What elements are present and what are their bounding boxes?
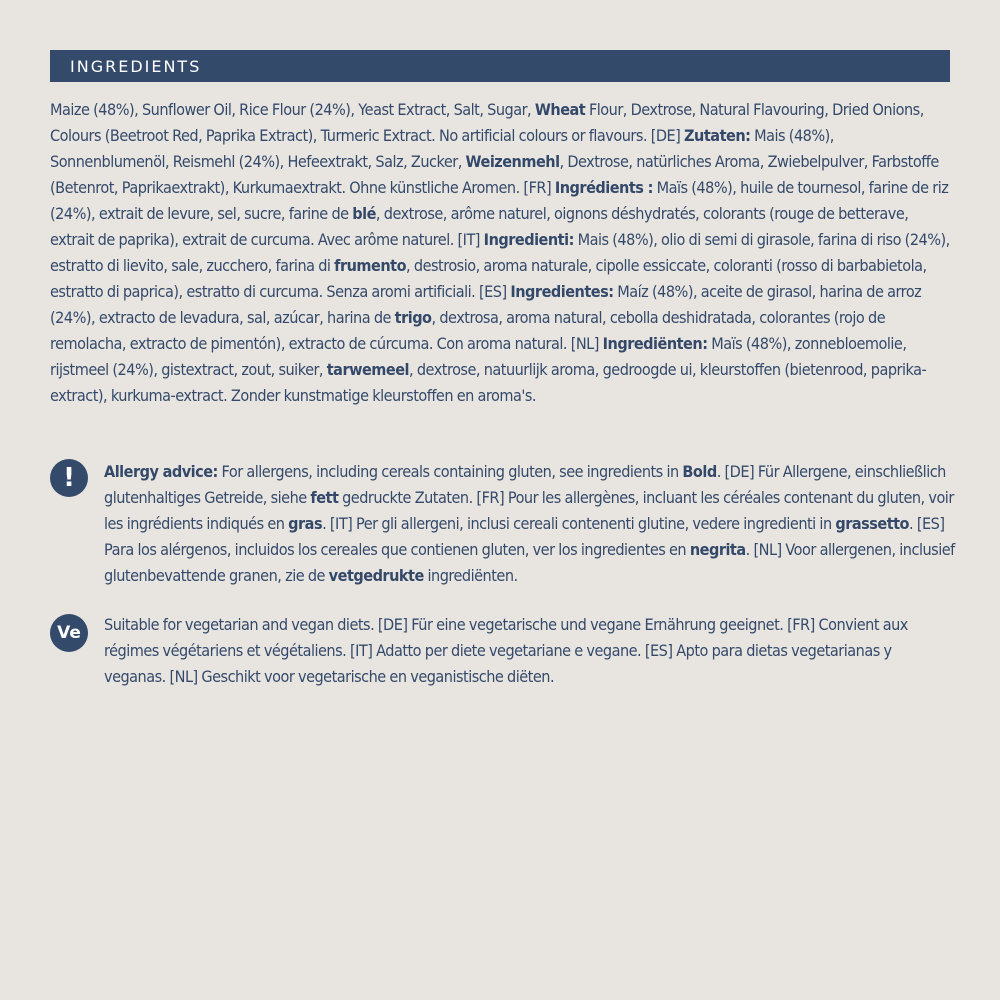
bold-text-segment: frumento: [334, 257, 407, 275]
text-segment: . [IT] Per gli allergeni, inclusi cereali contenenti glutine, vedere ingredienti in: [322, 515, 836, 533]
bold-text-segment: Wheat: [534, 101, 586, 119]
text-segment: . [ES] Para los alérgenos, incluidos los cereales que contienen gluten, ver los ingredientes en: [104, 515, 945, 559]
text-segment: Maíz (48%), aceite de girasol, harina de arroz (24%), extracto de levadura, sal, azúcar, harina de: [50, 283, 922, 327]
bold-text-segment: Allergy advice:: [104, 463, 218, 481]
text-segment: ingrediënten.: [423, 567, 518, 585]
text-segment: gedruckte Zutaten. [FR] Pour les allergènes, incluant les céréales contenant du gluten, voir les ingrédients indiqués en: [104, 489, 954, 533]
text-segment: For allergens, including cereals containing gluten, see ingredients in: [217, 463, 683, 481]
text-segment: . [DE] Für Allergene, einschließlich glutenhaltiges Getreide, siehe: [104, 463, 946, 507]
bold-text-segment: Ingrédients :: [554, 179, 653, 197]
text-segment: Flour, Dextrose, Natural Flavouring, Dried Onions, Colours (Beetroot Red, Paprika Extract), Turmeric Extract. No artificial colours or flavours. [DE]: [50, 101, 924, 145]
bold-text-segment: Ingredienti:: [483, 231, 574, 249]
bold-text-segment: Weizenmehl: [465, 153, 560, 171]
bold-text-segment: tarwemeel: [326, 361, 410, 379]
allergy-advice-text: [104, 459, 955, 589]
bold-text-segment: negrita: [689, 541, 746, 559]
bold-text-segment: vetgedrukte: [328, 567, 424, 585]
bold-text-segment: gras: [288, 515, 323, 533]
text-segment: , Dextrose, natürliches Aroma, Zwiebelpulver, Farbstoffe (Betenrot, Paprikaextrakt), Kurkumaextrakt. Ohne künstliche Aromen. [FR]: [50, 153, 939, 197]
bold-text-segment: fett: [310, 489, 339, 507]
bold-text-segment: blé: [352, 205, 376, 223]
bold-text-segment: Ingredientes:: [510, 283, 614, 301]
text-segment: Suitable for vegetarian and vegan diets. [DE] Für eine vegetarische und vegane Ernährung geeignet. [FR] Convient aux régimes végétariens et végétaliens. [IT] Adatto per diete vegetariane e vegane. [ES] Apto para dietas vegetarianas y veganas. [NL] Geschikt voor vegetarische en veganistische diëten.: [104, 616, 908, 686]
text-segment: Maïs (48%), huile de tournesol, farine de riz (24%), extrait de levure, sel, sucre, farine de: [50, 179, 949, 223]
text-segment: , dextrose, arôme naturel, oignons déshydratés, colorants (rouge de betterave, extrait de paprika), extrait de curcuma. Avec arôme naturel. [IT]: [50, 205, 909, 249]
exclamation-icon: !: [50, 459, 88, 497]
section-title: INGREDIENTS: [70, 56, 202, 76]
bold-text-segment: grassetto: [835, 515, 910, 533]
bold-text-segment: Zutaten:: [684, 127, 751, 145]
text-segment: Maïs (48%), zonnebloemolie, rijstmeel (24%), gistextract, zout, suiker,: [50, 335, 907, 379]
text-segment: , dextrosa, aroma natural, cebolla deshidratada, colorantes (rojo de remolacha, extracto de pimentón), extracto de cúrcuma. Con aroma natural. [NL]: [50, 309, 886, 353]
text-segment: , destrosio, aroma naturale, cipolle essiccate, coloranti (rosso di barbabietola, estratto di paprica), estratto di curcuma. Senza aromi artificiali. [ES]: [50, 257, 927, 301]
bold-text-segment: Bold: [682, 463, 717, 481]
text-segment: Mais (48%), olio di semi di girasole, farina di riso (24%), estratto di lievito, sale, zucchero, farina di: [50, 231, 950, 275]
ingredients-text: [50, 97, 955, 409]
text-segment: . [NL] Voor allergenen, inclusief glutenbevattende granen, zie de: [104, 541, 955, 585]
bold-text-segment: Ingrediënten:: [602, 335, 708, 353]
text-segment: Maize (48%), Sunflower Oil, Rice Flour (24%), Yeast Extract, Salt, Sugar,: [50, 101, 535, 119]
text-segment: Mais (48%), Sonnenblumenöl, Reismehl (24%), Hefeextrakt, Salz, Zucker,: [50, 127, 834, 171]
section-header: [50, 50, 950, 82]
vegan-statement-text: [104, 612, 955, 690]
text-segment: , dextrose, natuurlijk aroma, gedroogde ui, kleurstoffen (bietenrood, paprika-extract), kurkuma-extract. Zonder kunstmatige kleurstoffen en aroma's.: [50, 361, 927, 405]
vegan-badge-icon: Ve: [50, 614, 88, 652]
bold-text-segment: trigo: [394, 309, 432, 327]
